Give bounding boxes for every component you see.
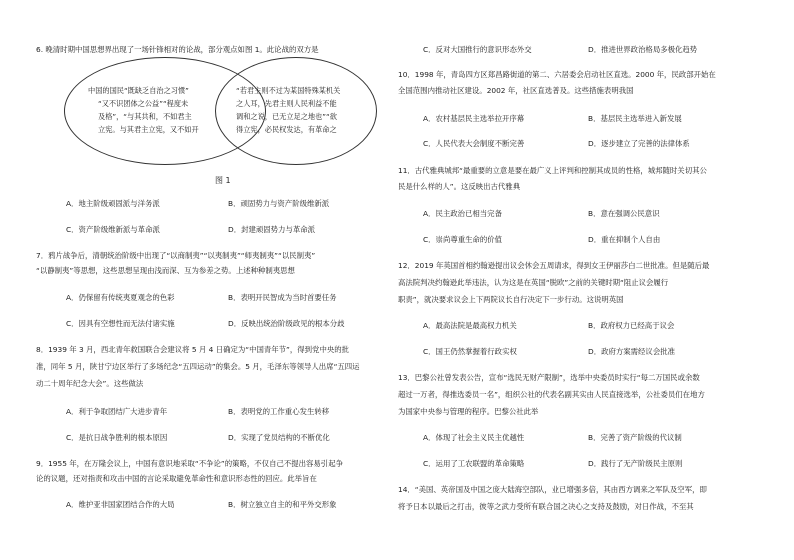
q7-stem-line: 7．鸦片战争后，清朝统治阶级中出现了“以商制夷”“以夷制夷”“师夷制夷”“以民制夷”	[36, 251, 316, 260]
q9-option-c: C．反对大国推行的意识形态外交	[423, 45, 532, 54]
q13-stem-line: 13．巴黎公社曾发表公告，宣布“选民无财产限制”，选举中央委员时实行“每二万国民或余数	[398, 373, 700, 382]
venn-left-line: 中国的国民“既缺乏自治之习惯”	[88, 86, 189, 95]
q7-option-d: D．反映出统治阶级政见的根本分歧	[228, 319, 345, 328]
q7-option-a: A．仍保留有传统夷夏观念的色彩	[66, 293, 175, 302]
venn-left-line: 及格”，“与其共和，不如君主	[98, 112, 192, 121]
q12-option-d: D．政府方案需经议会批准	[588, 347, 675, 356]
q11-option-a: A．民主政治已相当完备	[423, 209, 502, 218]
q8-stem-line: 动二十周年纪念大会”。这些做法	[36, 379, 144, 388]
q12-option-a: A．最高法院是最高权力机关	[423, 321, 517, 330]
q6-option-b: B．顽固势力与资产阶级维新派	[228, 199, 330, 208]
q7-option-b: B．表明开民智成为当时首要任务	[228, 293, 337, 302]
q10-option-c: C．人民代表大会制度不断完善	[423, 139, 525, 148]
q10-option-d: D．逐步建立了完善的法律体系	[588, 139, 690, 148]
q11-stem-line: 11．古代雅典城邦“最重要的立意是要在最广义上评判和控制其成员的性格，城邦随时关切其公	[398, 166, 707, 175]
q14-stem-line: 将予日本以最后之打击，彼等之武力受所有联合国之决心之支持及鼓励，对日作战，不至其	[398, 502, 694, 511]
q11-option-c: C．崇尚尊重生命的价值	[423, 235, 503, 244]
q10-option-a: A．农村基层民主选举拉开序幕	[423, 114, 525, 123]
venn-right-line: “若君主则不过为某国特殊某机关	[236, 86, 341, 95]
q13-option-b: B．完善了资产阶级的代议制	[588, 433, 682, 442]
q7-stem-line: “以静制夷”等思想，这些思想呈现由浅而深、互为参差之势。上述种种制夷思想	[36, 266, 295, 275]
q11-option-d: D．重在抑制个人自由	[588, 235, 661, 244]
q8-option-c: C．是抗日战争胜利的根本原因	[66, 433, 168, 442]
q10-option-b: B．基层民主选举进入新发展	[588, 114, 682, 123]
q9-option-b: B．树立独立自主的和平外交形象	[228, 500, 337, 509]
q11-stem-line: 民是什么样的人”。这反映出古代雅典	[398, 182, 521, 191]
q8-option-a: A．利于争取团结广大进步青年	[66, 407, 168, 416]
q13-option-c: C．运用了工农联盟的革命策略	[423, 459, 525, 468]
q8-stem-line: 8．1939 年 3 月，西北青年救国联合会建议将 5 月 4 日确定为“中国青年节”，得到党中央的批	[36, 345, 350, 354]
venn-left-line: 立宪。与其君主立宪，又不如开	[98, 125, 199, 134]
q7-option-c: C．因具有空想性而无法付诸实施	[66, 319, 175, 328]
q13-stem-line: 超过一万者，得推选委员一名”，组织公社的代表名副其实由人民直接选举，公社委员们在地方	[398, 390, 705, 399]
q12-option-b: B．政府权力已经高于议会	[588, 321, 675, 330]
venn-left-line: “又不识团体之公益”“程度未	[98, 99, 189, 108]
q8-option-b: B．表明党的工作重心发生转移	[228, 407, 330, 416]
q6-stem: 6. 晚清时期中国思想界出现了一场针锋相对的论战，部分观点如图 1。此论战的双方是	[36, 45, 319, 54]
q9-option-d: D．推进世界政治格局多极化趋势	[588, 45, 698, 54]
venn-right-line: 得立宪，必民权发达，有革命之	[236, 125, 337, 134]
q10-stem-line: 10．1998 年，青岛四方区郑昌路街道的第二、六居委会启动社区直选。2000 年，民政部开始在	[398, 70, 716, 79]
q12-stem-line: 职责”，就决要求议会上下两院议长自行决定下一步行动。这说明英国	[398, 295, 624, 304]
venn-right-line: 调和之说，已无立足之地也”“欲	[236, 112, 337, 121]
q6-option-d: D．封建顽固势力与革命派	[228, 225, 315, 234]
q12-option-c: C．国王仍然掌握着行政实权	[423, 347, 517, 356]
q9-option-a: A．维护亚非国家团结合作的大局	[66, 500, 175, 509]
figure-caption: 图 1	[215, 176, 231, 185]
q12-stem-line: 高法院判决约翰逊此举违法，认为这是在英国“脱欧”之前的关键时期“阻止议会履行	[398, 278, 669, 287]
q6-option-c: C．资产阶级维新派与革命派	[66, 225, 160, 234]
q9-stem-line: 9．1955 年，在万隆会议上，中国有意识地采取“不争论”的策略，不仅自己不提出容易引起争	[36, 459, 343, 468]
q8-option-d: D．实现了党员结构的不断优化	[228, 433, 330, 442]
q13-option-a: A．体现了社会主义民主优越性	[423, 433, 525, 442]
q6-option-a: A．地主阶级顽固派与洋务派	[66, 199, 160, 208]
q9-stem-line: 论的议题，还对指责和攻击中国的言论采取避免革命性和意识形态性的回应。此举旨在	[36, 474, 317, 483]
venn-right-line: 之人耳，先君主则人民利益不能	[236, 99, 337, 108]
q13-stem-line: 为国家中央参与管理的程序。巴黎公社此举	[398, 407, 539, 416]
q13-option-d: D．践行了无产阶级民主原则	[588, 459, 683, 468]
q10-stem-line: 全国范围内推动社区建设。2002 年，社区直选普及。这些措施表明我国	[398, 86, 634, 95]
q8-stem-line: 准，同年 5 月，陕甘宁边区举行了多场纪念“五四运动”的集会。5 月，毛泽东等领导人出席“五四运	[36, 362, 360, 371]
q14-stem-line: 14．“美国、英帝国及中国之庞大陆海空部队，业已增强多倍，其由西方调来之军队及空军，即	[398, 485, 707, 494]
q12-stem-line: 12．2019 年英国首相约翰逊提出议会休会五周请求，得到女王伊丽莎白二世批准。但是随后最	[398, 261, 710, 270]
q11-option-b: B．意在强调公民意识	[588, 209, 660, 218]
